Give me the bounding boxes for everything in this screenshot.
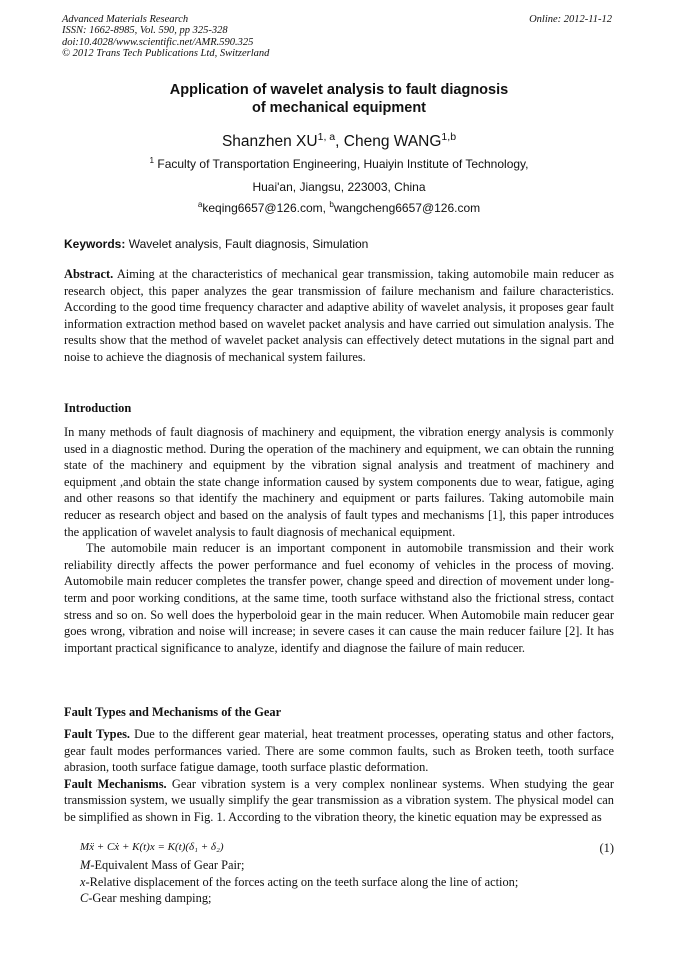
author-2-sup: 1,b	[441, 130, 457, 143]
title-line-1: Application of wavelet analysis to fault diagnosis	[169, 82, 509, 98]
fault-mechanisms-label: Fault Mechanisms.	[64, 776, 167, 791]
introduction-paragraph-2: The automobile main reducer is an important component in automobile transmission and their work reliability directly affects the power performance and fuel economy of vehicles in the process of moving. Automobile main reducer completes the transfer power, change speed and direction of movement under long-term and poor working conditions, at the same time, tooth surface withstand also the frictional stress, contact stress and so on. So well does the hyperboloid gear in the main reducer. When Automobile main reducer gear goes wrong, vibration and noise will increase; in severe cases it can cause the main reducer failure [2]. It has important practical significance to analyze, identify and diagnose the failure of main reducer.	[64, 541, 614, 655]
fault-mechanisms-text: Gear vibration system is a very complex nonlinear systems. When studying the gear transmission system, we usually simplify the gear transmission as a vibration system. The physical model can be simplified as shown in Fig. 1. According to the vibration theory, the kinetic equation may be expressed as	[64, 776, 615, 824]
copyright-line: © 2012 Trans Tech Publications Ltd, Switzerland	[62, 48, 270, 60]
equation-number: (1)	[599, 841, 614, 855]
email-b-sup: b	[329, 200, 334, 209]
issn-line: ISSN: 1662-8985, Vol. 590, pp 325-328	[62, 25, 228, 37]
keywords-text: Wavelet analysis, Fault diagnosis, Simulation	[125, 237, 369, 251]
fault-section-body	[64, 726, 614, 826]
variable-list	[80, 857, 518, 907]
email-b[interactable]: wangcheng6657@126.com	[333, 201, 481, 215]
abstract-label: Abstract.	[64, 267, 114, 281]
fault-types-label: Fault Types.	[64, 727, 130, 741]
author-separator: ,	[335, 133, 344, 150]
journal-name: Advanced Materials Research	[62, 14, 189, 25]
abstract-text: Aiming at the characteristics of mechanical gear transmission, taking automobile main reducer as research object, this paper analyzes the gear transmission of failure mechanism and failure characteristics. According to the good time frequency character and adaptive ability of wavelet analysis, it proposes gear fault information extraction method based on wavelet packet analysis and have carried out simulation analysis. The results show that the method of wavelet packet analysis can effectively detect mutations in the signal part and noise to achieve the diagnosis of mechanical system failures.	[64, 267, 614, 364]
variable-description: -Gear meshing damping;	[88, 891, 212, 906]
author-1-sup: 1, a	[317, 130, 336, 143]
author-list	[0, 130, 678, 151]
emails	[0, 201, 678, 215]
fault-types-text: Due to the different gear material, heat treatment processes, operating status and other factors, gear fault modes performances varied. There are some common faults, such as Broken teeth, tooth surface abrasion, tooth surface fatigue damage, tooth surface plastic deformation.	[64, 727, 614, 775]
affiliation-sup: 1	[149, 156, 155, 165]
introduction-paragraph-1: In many methods of fault diagnosis of machinery and equipment, the vibration energy analysis is commonly used in a diagnostic method. During the operation of the machinery and equipment, we can obtain the running state of the machinery and equipment by the vibration signal analysis and treatment of machinery and equipment ,and obtain the state change information caused by system components due to wear, fatigue, aging and other reasons so that identify the machinery and equipment or parts failures. Taking automobile main reducer as research object and based on the analysis of fault types and mechanisms [1], this paper introduces the application of wavelet analysis to fault diagnosis of mechanical equipment.	[64, 425, 614, 539]
doi-line: doi:10.4028/www.scientific.net/AMR.590.325	[62, 36, 254, 48]
variable-symbol: C	[80, 891, 89, 906]
introduction-body	[64, 424, 614, 656]
variable-description: -Relative displacement of the forces acting on the teeth surface along the line of action;	[85, 874, 519, 889]
variable-symbol: x	[80, 874, 86, 889]
affiliation-text: Faculty of Transportation Engineering, Huaiyin Institute of Technology,	[154, 157, 529, 171]
fault-mechanisms-paragraph	[64, 776, 614, 826]
variable-description: -Equivalent Mass of Gear Pair;	[90, 858, 245, 872]
online-date: Online: 2012-11-12	[529, 14, 612, 25]
email-a[interactable]: keqing6657@126.com,	[202, 201, 330, 215]
affiliation-line-2: Huai'an, Jiangsu, 223003, China	[252, 180, 426, 194]
paper-title	[0, 81, 678, 117]
introduction-heading: Introduction	[64, 401, 132, 415]
title-line-2: of mechanical equipment	[251, 100, 427, 116]
journal-header	[62, 14, 269, 60]
variable-item	[80, 857, 518, 874]
variable-item	[80, 874, 518, 891]
author-1: Shanzhen XU	[221, 133, 318, 150]
affiliation-line-1	[0, 157, 678, 171]
author-2: Cheng WANG	[343, 133, 442, 150]
email-a-sup: a	[197, 200, 203, 209]
equation-text: Mẍ + Cẋ + K(t)x = K(t)(δ₁ + δ₂)	[80, 841, 224, 853]
variable-symbol: M	[80, 858, 91, 872]
keywords	[64, 237, 368, 251]
equation-1	[80, 841, 614, 853]
abstract	[64, 266, 614, 366]
fault-types-paragraph	[64, 726, 614, 776]
keywords-label: Keywords:	[64, 237, 126, 251]
fault-section-heading: Fault Types and Mechanisms of the Gear	[64, 705, 282, 719]
variable-item	[80, 890, 518, 907]
